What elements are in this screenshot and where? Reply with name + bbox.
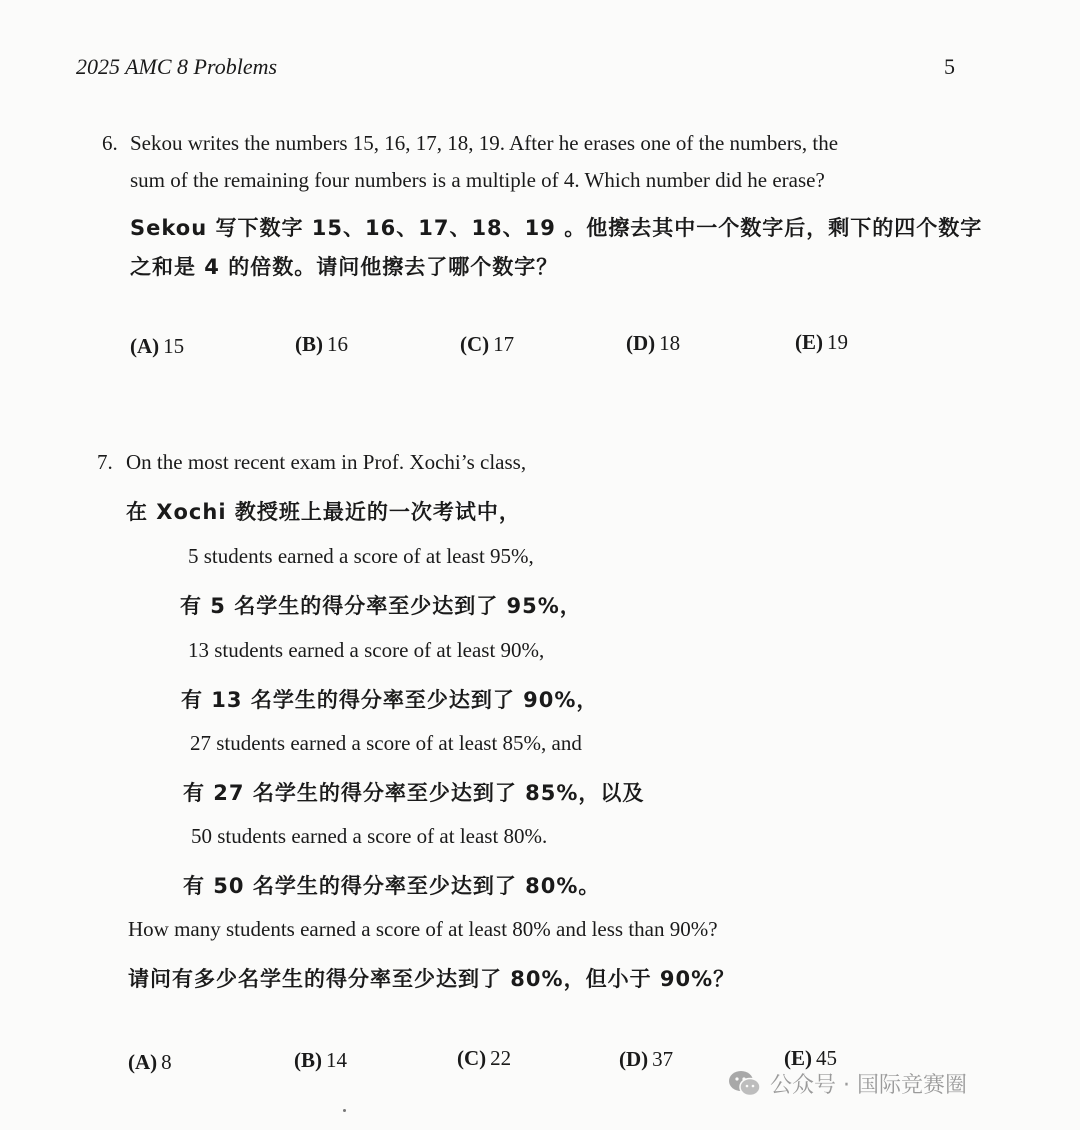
problem-7-intro-en: On the most recent exam in Prof. Xochi’s class, xyxy=(126,450,527,474)
problem-7-item-1-zh: 有 5 名学生的得分率至少达到了 95%， xyxy=(180,594,582,618)
wechat-icon xyxy=(728,1069,762,1099)
problem-7-intro-zh: 在 Xochi 教授班上最近的一次考试中， xyxy=(126,500,521,524)
problem-6-text-zh-line1: Sekou 写下数字 15、16、17、18、19 。他擦去其中一个数字后，剩下的四个数字 xyxy=(130,216,983,240)
choice-letter: (A) xyxy=(128,1050,158,1074)
problem-7-item-3-zh: 有 27 名学生的得分率至少达到了 85%，以及 xyxy=(183,781,645,805)
problem-6-text-en-line1: Sekou writes the numbers 15, 16, 17, 18, 19. After he erases one of the numbers, the xyxy=(130,131,839,155)
choice-value: 22 xyxy=(490,1046,512,1070)
problem-7-item-2-en: 13 students earned a score of at least 90%, xyxy=(188,638,545,662)
problem-7-choice-b xyxy=(294,1048,347,1073)
choice-value: 15 xyxy=(163,334,185,358)
choice-letter: (B) xyxy=(294,1048,322,1072)
choice-letter: (C) xyxy=(460,332,490,356)
header-title: 2025 AMC 8 Problems xyxy=(76,54,278,79)
problem-7-item-2-zh: 有 13 名学生的得分率至少达到了 90%， xyxy=(181,688,599,712)
problem-7-question-zh: 请问有多少名学生的得分率至少达到了 80%，但小于 90%？ xyxy=(128,967,736,991)
choice-letter: (A) xyxy=(130,334,160,358)
problem-7-item-4-en: 50 students earned a score of at least 80%. xyxy=(191,824,548,848)
problem-6-choice-d xyxy=(626,331,680,356)
problem-6-text-zh-line2: 之和是 4 的倍数。请问他擦去了哪个数字？ xyxy=(130,255,559,279)
scan-speck xyxy=(343,1109,346,1112)
page-number: 5 xyxy=(944,54,955,79)
problem-7-number: 7. xyxy=(97,450,113,474)
choice-value: 8 xyxy=(161,1050,172,1074)
problem-6-choice-a xyxy=(130,334,184,359)
watermark-text: 公众号 · 国际竞赛圈 xyxy=(770,1073,967,1098)
choice-letter: (D) xyxy=(626,331,656,355)
problem-6-choice-e xyxy=(795,330,848,355)
problem-6-number: 6. xyxy=(102,131,118,155)
choice-letter: (E) xyxy=(795,330,823,354)
choice-letter: (B) xyxy=(295,332,323,356)
choice-value: 37 xyxy=(652,1047,674,1071)
choice-value: 16 xyxy=(327,332,348,356)
choice-value: 45 xyxy=(816,1046,837,1070)
choice-letter: (E) xyxy=(784,1046,812,1070)
problem-7-item-3-en: 27 students earned a score of at least 85%, and xyxy=(190,731,582,755)
problem-6-text-en-line2: sum of the remaining four numbers is a multiple of 4. Which number did he erase? xyxy=(130,168,825,192)
choice-letter: (C) xyxy=(457,1046,487,1070)
problem-7-item-4-zh: 有 50 名学生的得分率至少达到了 80%。 xyxy=(183,874,601,898)
problem-7-question-en: How many students earned a score of at least 80% and less than 90%? xyxy=(128,917,718,941)
problem-7-choice-d xyxy=(619,1047,673,1072)
problem-6-choice-b xyxy=(295,332,348,357)
choice-value: 19 xyxy=(827,330,848,354)
choice-value: 14 xyxy=(326,1048,347,1072)
watermark xyxy=(728,1068,967,1099)
problem-7-choice-c xyxy=(457,1046,511,1071)
choice-value: 18 xyxy=(659,331,681,355)
problem-7-choice-a xyxy=(128,1050,172,1075)
choice-letter: (D) xyxy=(619,1047,649,1071)
problem-6-choice-c xyxy=(460,332,514,357)
choice-value: 17 xyxy=(493,332,515,356)
problem-7-item-1-en: 5 students earned a score of at least 95%, xyxy=(188,544,534,568)
